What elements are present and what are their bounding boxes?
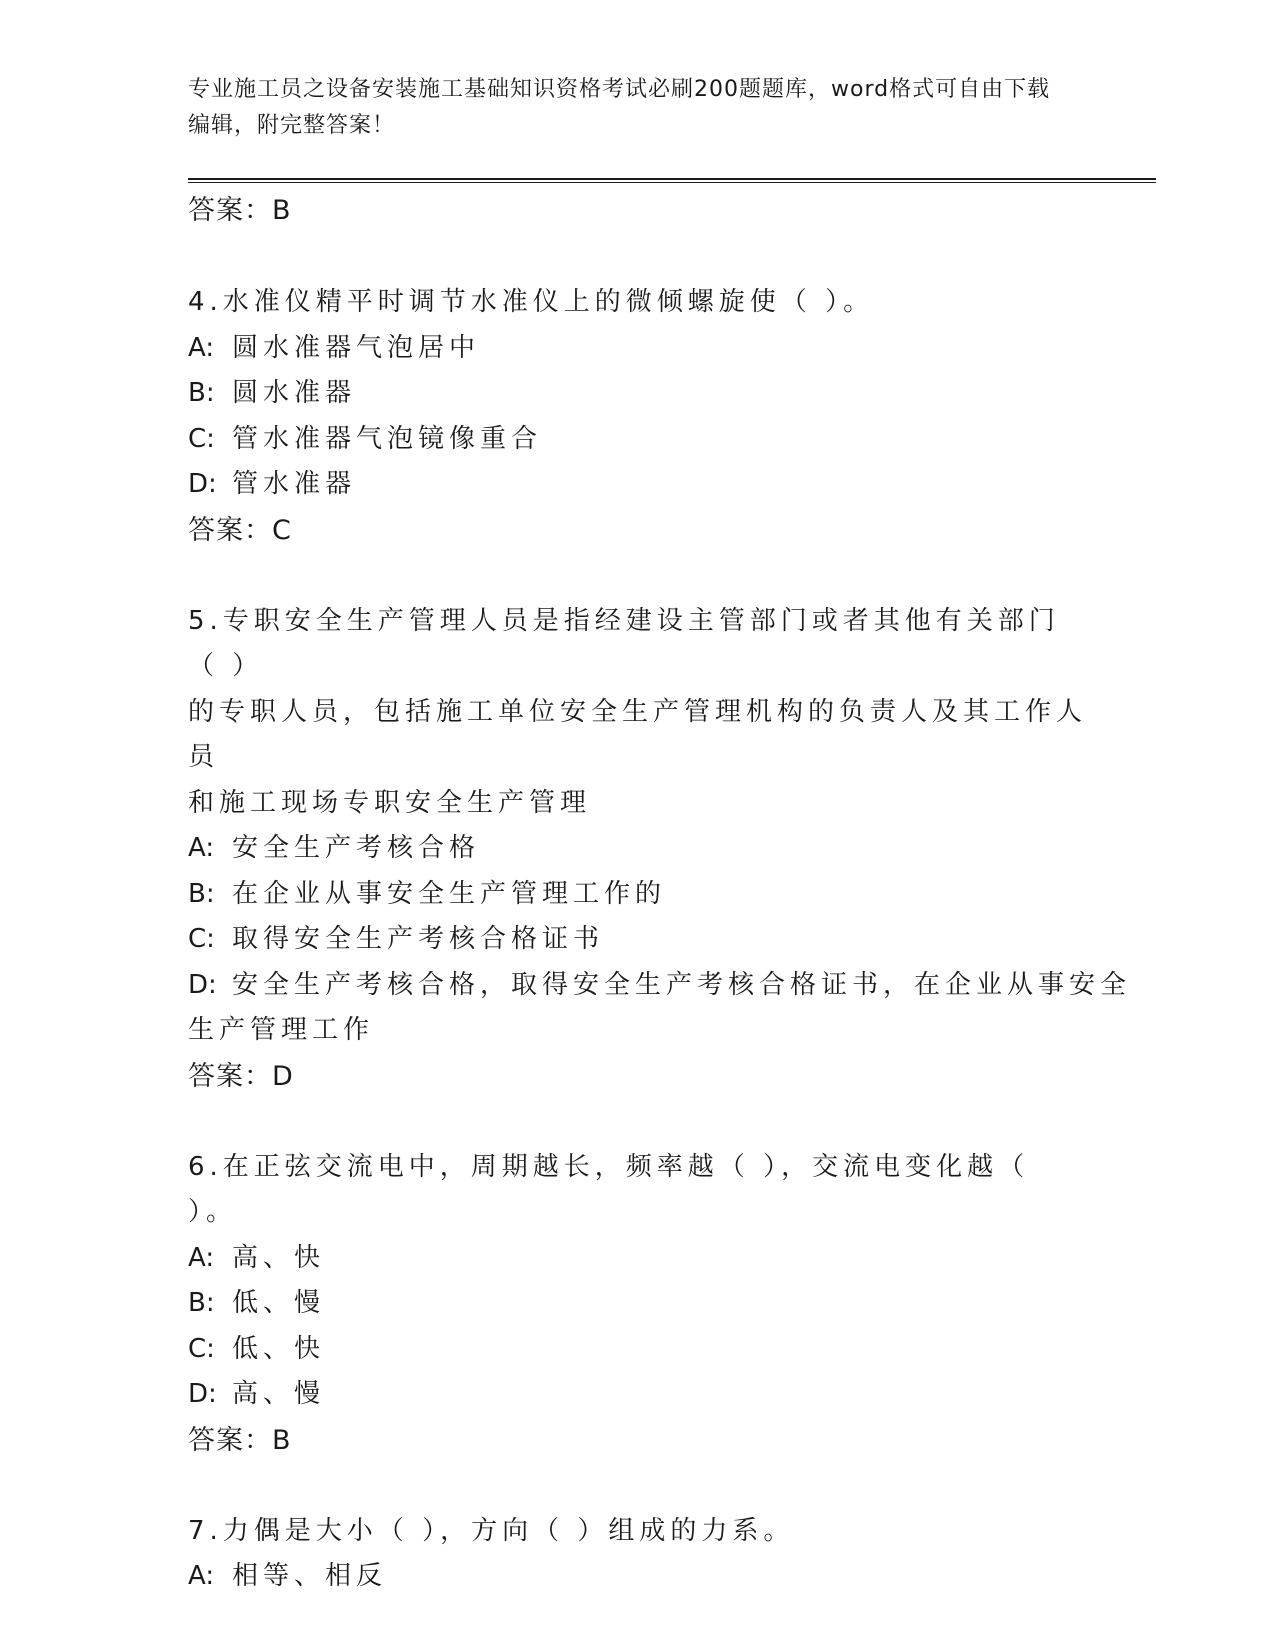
option-letter: D: (188, 969, 217, 1000)
option-d (188, 462, 1088, 508)
option-d-continuation: 生产管理工作 (188, 1015, 375, 1045)
option-text: 低、快 (232, 1333, 326, 1364)
question-6 (188, 1145, 1088, 1463)
question-list (188, 188, 1132, 1600)
option-letter: B: (188, 1288, 215, 1318)
option-letter: B: (188, 378, 215, 408)
question-stem-line-3: 和施工现场专职安全生产管理 (188, 787, 592, 818)
option-letter: B: (188, 878, 215, 909)
option-letter: D: (188, 469, 217, 499)
option-letter: A: (188, 332, 215, 363)
question-stem: 6.在正弦交流电中，周期越长，频率越（ ），交流电变化越（ ）。 (188, 1151, 1030, 1227)
option-text: 相等、相反 (232, 1561, 388, 1591)
option-b (188, 371, 1088, 417)
option-letter: A: (188, 1242, 215, 1273)
question-5 (188, 599, 1132, 1099)
option-a (188, 1554, 1088, 1600)
question-answer: 答案：B (188, 1424, 292, 1456)
option-c (188, 917, 1088, 963)
question-stem: 7.力偶是大小（ ），方向（ ）组成的力系。 (188, 1515, 795, 1546)
option-text: 在企业从事安全生产管理工作的 (232, 878, 667, 909)
option-letter: A: (188, 833, 215, 863)
option-letter: C: (188, 423, 215, 454)
document-header-title: 专业施工员之设备安装施工基础知识资格考试必刷200题题库，word格式可自由下载编辑，附完整答案！ (188, 77, 1051, 138)
option-d (188, 1372, 1088, 1418)
option-a (188, 826, 1088, 872)
question-stem-line-1: 5.专职安全生产管理人员是指经建设主管部门或者其他有关部门（ ） (188, 605, 1060, 681)
option-letter: D: (188, 1379, 217, 1409)
option-text: 高、慢 (232, 1379, 326, 1409)
option-letter: C: (188, 1333, 215, 1364)
header-divider (188, 178, 1156, 183)
option-text: 取得安全生产考核合格证书 (232, 924, 605, 954)
option-text: 圆水准器气泡居中 (232, 332, 481, 363)
option-letter: C: (188, 924, 215, 954)
option-text: 安全生产考核合格 (232, 833, 481, 863)
question-stem: 4.水准仪精平时调节水准仪上的微倾螺旋使（ ）。 (188, 287, 875, 317)
option-text: 高、快 (232, 1242, 326, 1273)
question-7 (188, 1509, 1088, 1600)
option-c (188, 417, 1088, 463)
option-letter: A: (188, 1561, 215, 1591)
option-a (188, 326, 1088, 372)
option-a (188, 1236, 1088, 1282)
option-text: 管水准器 (232, 469, 357, 499)
question-stem-line-2: 的专职人员，包括施工单位安全生产管理机构的负责人及其工作人员 (188, 696, 1088, 772)
question-4 (188, 280, 1088, 553)
option-text: 圆水准器 (232, 378, 357, 408)
option-b (188, 872, 1088, 918)
option-c (188, 1327, 1088, 1373)
leading-answer: 答案：B (188, 195, 292, 226)
option-text: 管水准器气泡镜像重合 (232, 423, 543, 454)
option-text: 低、慢 (232, 1288, 326, 1318)
question-answer: 答案：D (188, 1060, 294, 1092)
option-d (188, 963, 1132, 1009)
option-b (188, 1281, 1088, 1327)
option-text: 安全生产考核合格，取得安全生产考核合格证书，在企业从事安全 (232, 969, 1132, 1000)
question-answer: 答案：C (188, 514, 292, 546)
